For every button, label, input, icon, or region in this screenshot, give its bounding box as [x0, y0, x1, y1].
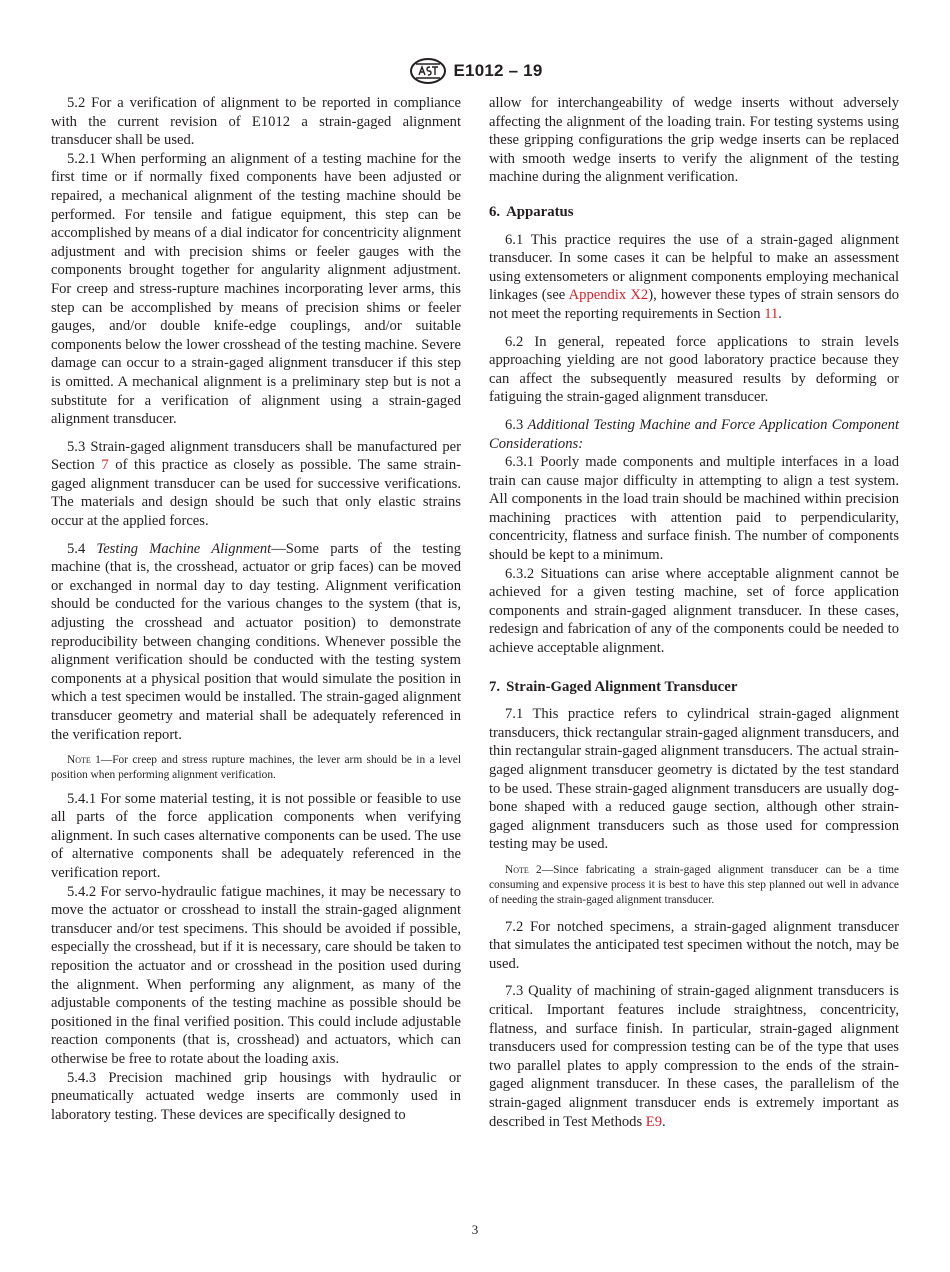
- paragraph-7-3: [489, 982, 899, 1131]
- paragraph-5-4-body: —Some parts of the testing machine (that is, the crosshead, actuator or grip faces) can be moved or exchanged in normal day to day testing. Alignment verification should be conducted for the various changes to the system (that is, adjusting the crosshead and actuator position) to demonstrate reproducibility between changing conditions. Whenever possible the alignment verification should be conducted with the testing system components at a physical position that would simulate the position in which a test specimen would be installed. The strain-gaged alignment transducer geometry and material shall be adequately referenced in the verification report.: [51, 540, 461, 743]
- paragraph-6-1: [489, 231, 899, 324]
- astm-logo-icon: [408, 56, 448, 86]
- paragraph-5-3: [51, 438, 461, 531]
- section-6-heading: [489, 203, 899, 222]
- paragraph-5-4-3-continued: allow for interchangeability of wedge inserts without adversely affecting the alignment of the loading train. For testing systems using these gripping configurations the grip wedge inserts can be replaced with smooth wedge inserts to verify the alignment of the testing machine during the alignment verification.: [489, 95, 899, 186]
- note-2: [489, 863, 899, 909]
- paragraph-5-4-2: 5.4.2 For servo-hydraulic fatigue machines, it may be necessary to move the actuator or crosshead to install the strain-gaged alignment transducer and/or test specimens. This should be avoided if possible, especially the crosshead, but if it is necessary, care should be taken to reposition the actuator and or crosshead in the position used during the alignment. When performing any alignment, as many of the adjustable components of the testing machine as possible should be positioned in the final verified position. This could include adjustable reaction components (that is, crosshead) and actuators, which can otherwise be free to rotate about the loading axis.: [51, 883, 461, 1067]
- appendix-x2-link[interactable]: Appendix X2: [568, 287, 649, 304]
- page-header: [0, 56, 950, 86]
- paragraph-7-1: 7.1 This practice refers to cylindrical strain-gaged alignment transducers, thick rectangular strain-gaged alignment transducers, and thin rectangular strain-gaged alignment transducers. The actual strain-gaged alignment transducer geometry is dictated by the test standard to be used. These strain-gaged alignment transducers are usually dog-bone shaped with a reduced gauge section, although other strain-gaged alignment transducers such as those used for compression testing may be used.: [489, 706, 899, 853]
- note-1-text: —For creep and stress rupture machines, the lever arm should be in a level position when performing alignment verification.: [51, 754, 461, 782]
- paragraph-6-1-text: 6.1 This practice requires the use of a strain-gaged alignment transducer. In some cases it can be helpful to make an assessment using extensometers or alignment components employing mechanical linkages (see: [489, 231, 899, 304]
- paragraph-5-4: [51, 540, 461, 745]
- section-11-link[interactable]: 11: [764, 305, 779, 322]
- paragraph-6-3-title: Additional Testing Machine and Force Application Component Considerations:: [489, 416, 899, 452]
- paragraph-5-4-1: 5.4.1 For some material testing, it is not possible or feasible to use all parts of the force application components when verifying alignment. In such cases alternative components can be used. The use of alternative components shall be adequately referenced in the verification report.: [51, 790, 461, 881]
- paragraph-5-4-3: 5.4.3 Precision machined grip housings with hydraulic or pneumatically actuated wedge inserts are commonly used in laboratory testing. These devices are specifically designed to: [51, 1069, 461, 1123]
- left-column: [51, 94, 461, 1124]
- note-1-label: Note 1: [67, 754, 101, 767]
- note-1: [51, 753, 461, 783]
- paragraph-5-2: 5.2 For a verification of alignment to be reported in compliance with the current revision of E1012 a strain-gaged alignment transducer shall be used.: [51, 95, 461, 149]
- paragraph-5-3-text-cont: of this practice as closely as possible. The same strain-gaged alignment transducer can be used for successive verifications. The materials and design should be such that only elastic strains occur at the applied forces.: [51, 457, 461, 530]
- paragraph-6-3-1: 6.3.1 Poorly made components and multiple interfaces in a load train can cause major difficulty in attempting to align a test system. All components in the load train should be machined within precision machining practices with attention paid to perpendicularity, concentricity, flatness and surface finish. The number of components should be kept to a minimum.: [489, 454, 899, 564]
- paragraph-6-3: [489, 416, 899, 453]
- paragraph-5-2-1: 5.2.1 When performing an alignment of a testing machine for the first time or if normally fixed components have been adjusted or repaired, a mechanical alignment of the testing machine should be performed. For tensile and fatigue equipment, this step can be accomplished by means of a dial indicator for concentricity alignment adjustment and with precision shims or feeler gauges with the components brought together for angularity alignment adjustment. For creep and stress-rupture machines incorporating lever arms, this step can be accomplished by means of precision shims or feeler gauges, and/or double knife-edge couplings, and/or suitable components below the lower crosshead of the testing machine. Severe damage can occur to a strain-gaged alignment transducer if this step is omitted. A mechanical alignment is a preliminary step but is not a substitute for a verification of alignment using a strain-gaged alignment transducer.: [51, 150, 461, 428]
- note-2-text: —Since fabricating a strain-gaged alignment transducer can be a time consuming and expensive process it is best to have this step planned out well in advance of needing the strain-gaged alignment transducer.: [489, 863, 899, 907]
- paragraph-7-3-end: .: [662, 1113, 666, 1130]
- paragraph-5-4-number: 5.4: [67, 540, 97, 557]
- right-column: [489, 94, 899, 1131]
- document-id: E1012 – 19: [453, 61, 543, 80]
- note-2-label: Note 2: [505, 863, 542, 876]
- paragraph-6-3-2: 6.3.2 Situations can arise where acceptable alignment cannot be achieved for a given testing machine, set of force application components and strain-gaged alignment transducer. In these cases, redesign and fabrication of any of the components could be needed to achieve acceptable alignment.: [489, 565, 899, 657]
- section-7-title: Strain-Gaged Alignment Transducer: [506, 678, 738, 695]
- paragraph-6-2: 6.2 In general, repeated force applications to strain levels approaching yielding are not good laboratory practice because they can affect the subsequently measured results by deforming or fatiguing the strain-gaged alignment transducer.: [489, 333, 899, 406]
- section-6-number: 6.: [489, 203, 501, 220]
- paragraph-5-4-title: Testing Machine Alignment: [96, 540, 272, 557]
- paragraph-7-2: 7.2 For notched specimens, a strain-gaged alignment transducer that simulates the anticipated test specimen without the notch, may be used.: [489, 918, 899, 972]
- paragraph-7-3-text: 7.3 Quality of machining of strain-gaged alignment transducers is critical. Important features include straightness, concentricity, flatness, and surface finish. In particular, strain-gaged alignment transducers used for compression testing can be of the type that uses two parallel plates to apply compression to the ends of the strain-gaged alignment transducer. In these cases, the parallelism of the strain-gaged alignment transducer ends is extremely important as described in Test Methods: [489, 983, 899, 1130]
- paragraph-6-1-end: .: [778, 305, 782, 322]
- paragraph-5-3-text: 5.3 Strain-gaged alignment transducers shall be manufactured per Section: [51, 438, 461, 474]
- section-7-heading: [489, 678, 899, 697]
- page-number: 3: [471, 1222, 479, 1237]
- paragraph-6-3-number: 6.3: [505, 416, 528, 433]
- section-7-link[interactable]: 7: [101, 457, 109, 474]
- section-7-number: 7.: [489, 678, 501, 695]
- section-6-title: Apparatus: [506, 203, 574, 220]
- paragraph-6-1-text-cont: ), however these types of strain sensors do not meet the reporting requirements in Section: [489, 287, 899, 322]
- e9-link[interactable]: E9: [645, 1113, 663, 1130]
